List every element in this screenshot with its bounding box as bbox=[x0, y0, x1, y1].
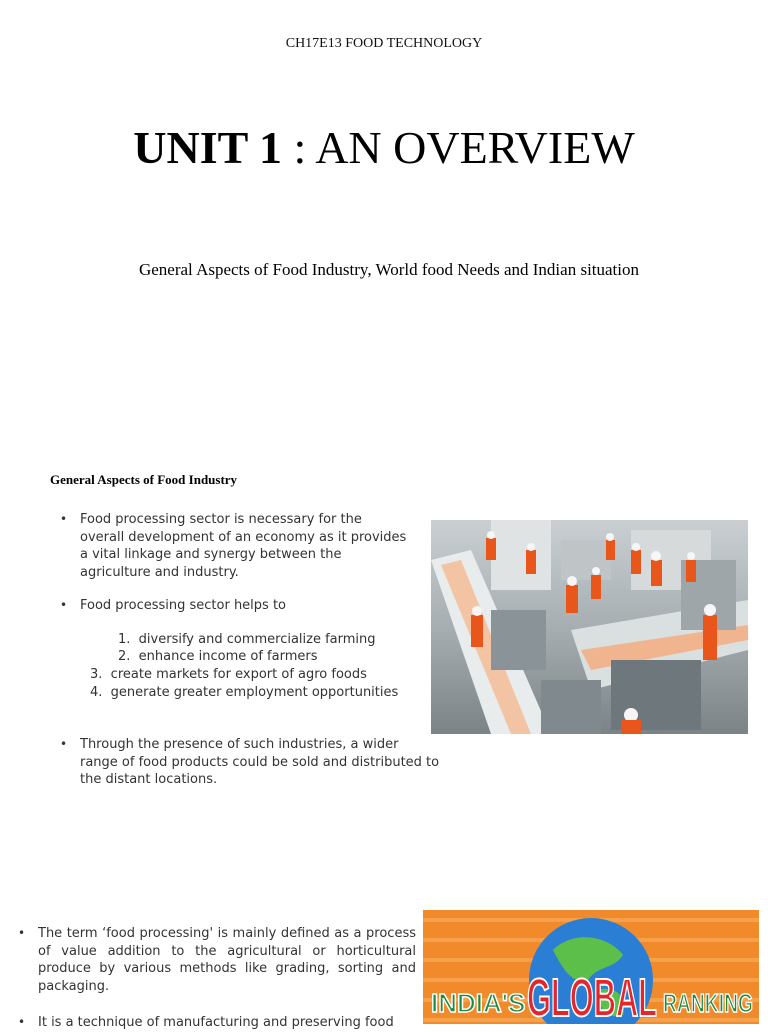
bullet-item bbox=[60, 736, 440, 789]
item-text: generate greater employment opportunities bbox=[110, 685, 399, 700]
subtitle: General Aspects of Food Industry, World food Needs and Indian situation bbox=[138, 260, 640, 279]
item-text: create markets for export of agro foods bbox=[110, 667, 367, 682]
bullet-dot-icon: • bbox=[60, 737, 68, 751]
item-text: diversify and commercialize farming bbox=[138, 632, 376, 647]
banner-word-ranking: RANKING bbox=[663, 988, 753, 1018]
banner-word-indias: INDIA'S bbox=[431, 988, 526, 1018]
factory-photo bbox=[431, 520, 748, 734]
course-code: CH17E13 FOOD TECHNOLOGY bbox=[285, 36, 483, 51]
unit-separator: : bbox=[281, 122, 316, 173]
bullet-item bbox=[60, 597, 410, 615]
numbered-item bbox=[90, 666, 367, 684]
bullet-item bbox=[60, 511, 410, 581]
bullet-item bbox=[18, 1014, 416, 1032]
bullet-dot-icon: • bbox=[60, 512, 68, 526]
item-number: 1. bbox=[118, 632, 131, 647]
item-text: enhance income of farmers bbox=[138, 649, 318, 664]
numbered-item bbox=[118, 631, 376, 649]
bullet-text: The term ‘food processing' is mainly defined as a process of value addition to the agricultural or horticultural produce by various methods like grading, sorting and packaging. bbox=[38, 926, 416, 994]
ranking-banner-graphic bbox=[423, 910, 759, 1024]
bullet-dot-icon: • bbox=[60, 598, 68, 612]
item-number: 2. bbox=[118, 649, 131, 664]
unit-title bbox=[0, 118, 768, 178]
bullet-dot-icon: • bbox=[18, 1015, 26, 1029]
item-number: 3. bbox=[90, 667, 103, 682]
ranking-banner bbox=[423, 910, 759, 1024]
bullet-item bbox=[18, 925, 416, 995]
banner-word-global: GLOBAL bbox=[527, 968, 657, 1024]
bullet-text: Food processing sector helps to bbox=[80, 598, 287, 613]
item-number: 4. bbox=[90, 685, 103, 700]
factory-illustration bbox=[431, 520, 748, 734]
bullet-text: Food processing sector is necessary for the overall development of an economy as it provides a vital linkage and synergy between the agriculture and industry. bbox=[80, 512, 407, 580]
section-heading: General Aspects of Food Industry bbox=[50, 472, 238, 487]
bullet-text: It is a technique of manufacturing and preserving food bbox=[38, 1015, 394, 1030]
bullet-text: Through the presence of such industries, a wider range of food products could be sold and distributed to the distant locations. bbox=[80, 737, 440, 787]
numbered-item bbox=[118, 648, 317, 666]
unit-title-text: AN OVERVIEW bbox=[315, 122, 635, 173]
unit-label: UNIT 1 bbox=[133, 122, 282, 173]
bullet-dot-icon: • bbox=[18, 926, 26, 940]
numbered-item bbox=[90, 684, 398, 702]
